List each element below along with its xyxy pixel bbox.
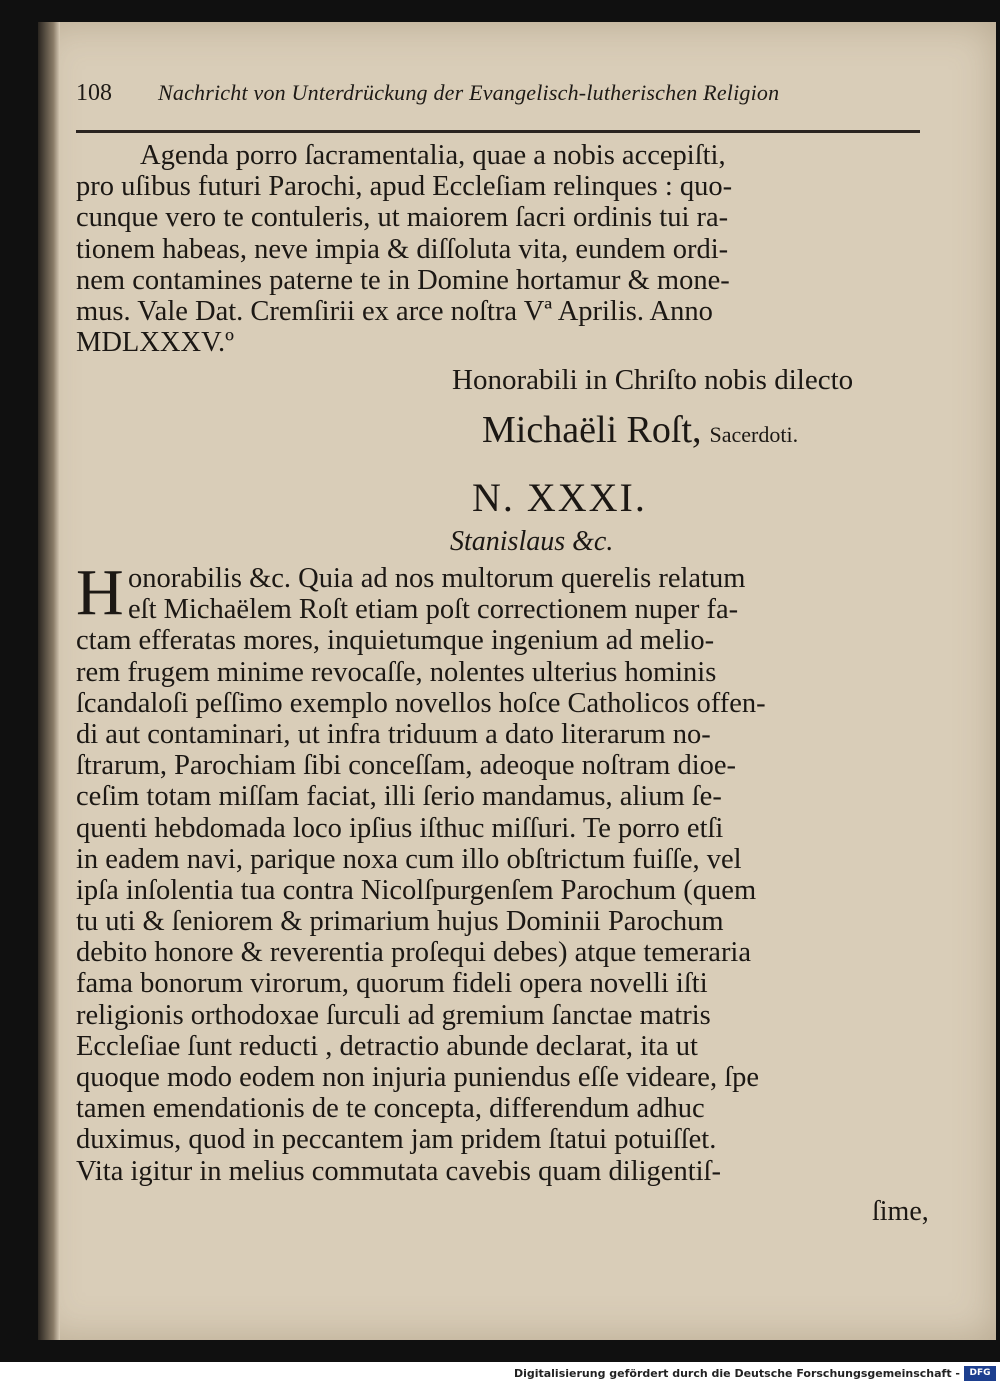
paragraph-letter-xxxi [76, 556, 946, 1187]
text-line: duximus, quod in peccantem jam pridem ſtatui potuiſſet. [76, 1124, 717, 1156]
running-head [76, 78, 916, 118]
text-line: rem frugem minime revocaſſe, nolentes ulterius hominis [76, 656, 717, 688]
document-number: N. XXXI. [472, 475, 647, 520]
document-sender: Stanislaus &c. [450, 526, 614, 557]
catchword: ſime, [872, 1196, 929, 1227]
text-line: ctam efferatas mores, inquietumque ingenium ad melio- [76, 625, 715, 657]
addressee-role: Sacerdoti. [709, 422, 799, 447]
text-line: di aut contaminari, ut infra triduum a dato literarum no- [76, 718, 711, 750]
text-line: fama bonorum virorum, quorum fideli opera novelli iſti [76, 968, 708, 1000]
text-line: ceſim totam miſſam faciat, illi ſerio mandamus, alium ſe- [76, 781, 722, 813]
text-line: cunque vero te contuleris, ut maiorem ſacri ordinis tui ra- [76, 202, 729, 234]
text-line: debito honore & reverentia proſequi debes) atque temeraria [76, 937, 751, 969]
text-line: MDLXXXV.º [76, 327, 234, 359]
funding-credit: Digitalisierung gefördert durch die Deutsche Forschungsgemeinschaft - [513, 1367, 960, 1380]
text-line: Vita igitur in melius commutata cavebis quam diligentiſ- [76, 1155, 721, 1187]
digitization-footer [0, 1362, 1000, 1386]
text-line: tu uti & ſeniorem & primarium hujus Dominii Parochum [76, 906, 724, 938]
text-line: quoque modo eodem non injuria puniendus eſſe videare, ſpe [76, 1062, 760, 1093]
text-line: mus. Vale Dat. Cremſirii ex arce noſtra Vª Aprilis. Anno [76, 295, 713, 327]
addressee-name: Michaëli Roſt, [482, 409, 702, 451]
text-line: tamen emendationis de te concepta, differendum adhuc [76, 1093, 705, 1125]
text-line: Eccleſiae ſunt reducti , detractio abunde declarat, ita ut [76, 1030, 698, 1062]
addressee-line: Honorabili in Chriſto nobis dilecto [452, 364, 854, 396]
text-line: tionem habeas, neve impia & diſſoluta vita, eundem ordi- [76, 233, 729, 265]
text-line: Agenda porro ſacramentalia, quae a nobis accepiſti, [140, 140, 726, 171]
text-line: nem contamines paterne te in Domine hortamur & mone- [76, 264, 730, 296]
text-line: eſt Michaëlem Roſt etiam poſt correctionem nuper fa- [128, 594, 739, 626]
text-line: ſcandaloſi peſſimo exemplo novellos hoſce Catholicos offen- [76, 687, 766, 719]
text-line: pro uſibus futuri Parochi, apud Eccleſiam relinques : quo- [76, 171, 733, 203]
text-line: in eadem navi, parique noxa cum illo obſtrictum fuiſſe, vel [76, 843, 742, 875]
text-line: religionis orthodoxae ſurculi ad gremium ſanctae matris [76, 999, 711, 1031]
header-rule [76, 130, 920, 133]
drop-cap: H [76, 556, 124, 629]
text-line: ſtrarum, Parochiam ſibi conceſſam, adeoque noſtram dioe- [76, 750, 737, 782]
running-title: Nachricht von Unterdrückung der Evangelisch-lutherischen Religion [158, 80, 780, 105]
page-number: 108 [76, 80, 112, 106]
paragraph-previous-letter [76, 140, 936, 358]
page-gutter [38, 22, 60, 1340]
text-line: quenti hebdomada loco ipſius iſthuc miſſuri. Te porro etſi [76, 812, 724, 844]
text-line: ipſa inſolentia tua contra Nicolſpurgenſem Parochum (quem [76, 874, 757, 906]
text-line: onorabilis &c. Quia ad nos multorum querelis relatum [128, 563, 746, 594]
addressee-name-line [482, 408, 798, 452]
dfg-logo: DFG [964, 1366, 996, 1381]
